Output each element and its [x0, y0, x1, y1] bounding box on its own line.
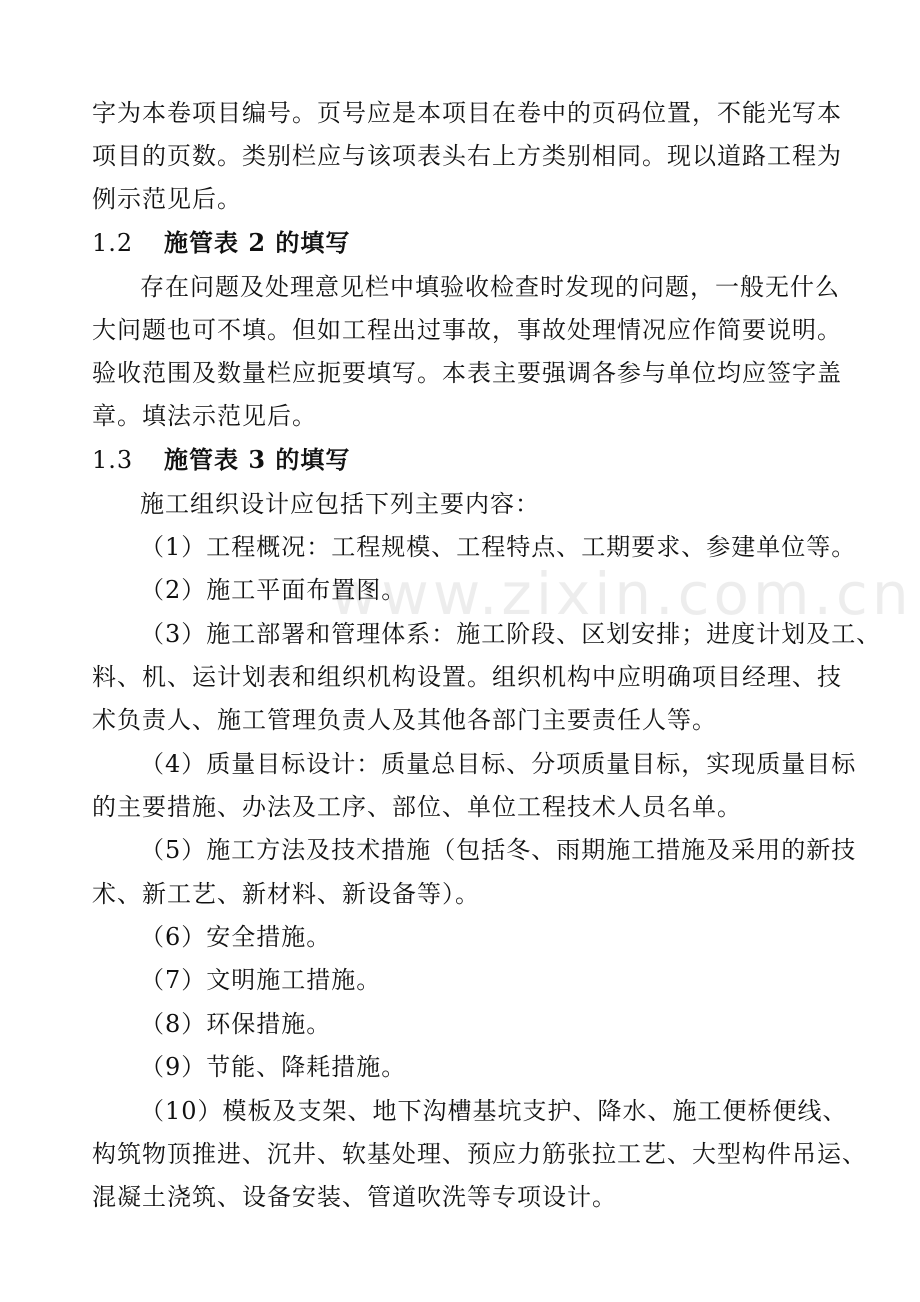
section-number: 1.3 [92, 446, 134, 474]
list-item: （5）施工方法及技术措施（包括冬、雨期施工措施及采用的新技 [140, 836, 857, 864]
section-heading-1-3 [92, 445, 350, 475]
text-line: 术负责人、施工管理负责人及其他各部门主要责任人等。 [92, 706, 717, 734]
text-line: 例示范见后。 [92, 185, 242, 213]
section-heading-1-2 [92, 228, 350, 258]
list-item: （10）模板及支架、地下沟槽基坑支护、降水、施工便桥便线、 [140, 1097, 848, 1125]
list-item: （4）质量目标设计：质量总目标、分项质量目标，实现质量目标 [140, 750, 857, 778]
text-line: 术、新工艺、新材料、新设备等）。 [92, 880, 480, 908]
text-line: 章。填法示范见后。 [92, 402, 317, 430]
section-title: 施管表 3 的填写 [164, 445, 351, 474]
text-line: 构筑物顶推进、沉井、软基处理、预应力筋张拉工艺、大型构件吊运、 [92, 1140, 867, 1168]
text-line: 施工组织设计应包括下列主要内容： [140, 490, 540, 518]
section-number: 1.2 [92, 229, 134, 257]
section-title: 施管表 2 的填写 [164, 228, 351, 257]
list-item: （9）节能、降耗措施。 [140, 1053, 407, 1081]
text-line: 验收范围及数量栏应扼要填写。本表主要强调各参与单位均应签字盖 [92, 359, 842, 387]
list-item: （1）工程概况：工程规模、工程特点、工期要求、参建单位等。 [140, 533, 857, 561]
list-item: （8）环保措施。 [140, 1010, 332, 1038]
watermark: www.zixin.com.cn [330, 560, 913, 628]
list-item: （3）施工部署和管理体系：施工阶段、区划安排；进度计划及工、 [140, 620, 882, 648]
text-line: 混凝土浇筑、设备安装、管道吹洗等专项设计。 [92, 1183, 617, 1211]
text-line: 字为本卷项目编号。页号应是本项目在卷中的页码位置，不能光写本 [92, 99, 842, 127]
text-line: 大问题也可不填。但如工程出过事故，事故处理情况应作简要说明。 [92, 316, 842, 344]
text-line: 项目的页数。类别栏应与该项表头右上方类别相同。现以道路工程为 [92, 142, 842, 170]
list-item: （7）文明施工措施。 [140, 966, 382, 994]
text-line: 存在问题及处理意见栏中填验收检查时发现的问题，一般无什么 [140, 273, 840, 301]
text-line: 的主要措施、办法及工序、部位、单位工程技术人员名单。 [92, 793, 742, 821]
list-item: （2）施工平面布置图。 [140, 576, 407, 604]
text-line: 料、机、运计划表和组织机构设置。组织机构中应明确项目经理、技 [92, 663, 842, 691]
list-item: （6）安全措施。 [140, 923, 332, 951]
